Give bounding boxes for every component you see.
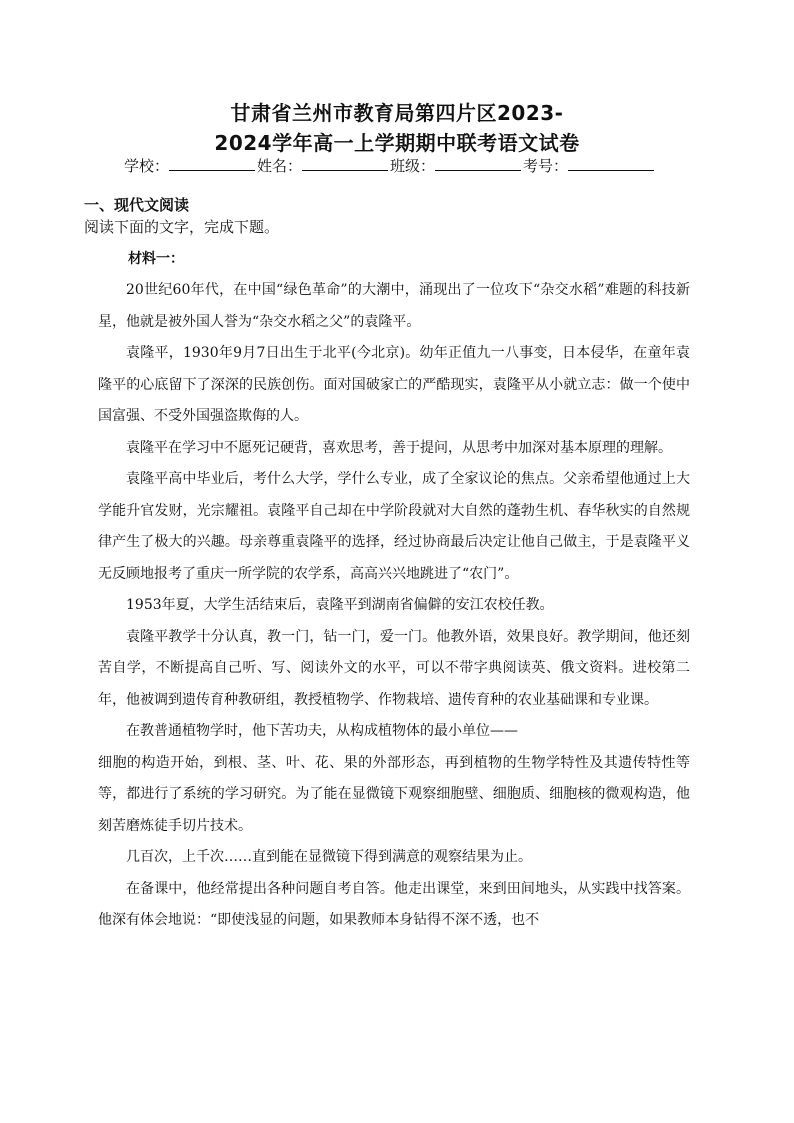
exam-title-line-1: 甘肃省兰州市教育局第四片区2023-: [230, 101, 564, 125]
paragraph: 1953年夏，大学生活结束后，袁隆平到湖南省偏僻的安江农校任教。: [126, 597, 554, 613]
school-label: 学校：: [124, 157, 170, 175]
passage-body: [98, 275, 690, 937]
name-label: 姓名：: [257, 157, 303, 175]
paragraph: 细胞的构造开始，到根、茎、叶、花、果的外部形态，再到植物的生物学特性及其遗传特性等等，都进行了系统的学习研究。为了能在显微镜下观察细胞壁、细胞质、细胞核的微观构造，他刻苦磨炼徒手切片技术。: [98, 754, 690, 834]
exam-title-line-2: 2024学年高一上学期期中联考语文试卷: [214, 131, 580, 155]
paragraph: 在备课中，他经常提出各种问题自考自答。他走出课堂，来到田间地头，从实践中找答案。他深有体会地说：“即使浅显的问题，如果教师本身钻得不深不透，也不: [98, 880, 690, 928]
exam-number-label: 考号：: [523, 157, 569, 175]
paragraph: 袁隆平高中毕业后，考什么大学，学什么专业，成了全家议论的焦点。父亲希望他通过上大学能升官发财，光宗耀祖。袁隆平自己却在中学阶段就对大自然的蓬勃生机、春华秋实的自然规律产生了极大的兴趣。母亲尊重袁隆平的选择，经过协商最后决定让他自己做主，于是袁隆平义无反顾地报考了重庆一所学院的农学系，高高兴兴地跳进了“农门”。: [98, 471, 690, 582]
section-heading: 一、现代文阅读: [84, 196, 190, 214]
reading-instruction: 阅读下面的文字，完成下题。: [84, 218, 280, 236]
exam-number-blank: [568, 154, 654, 171]
paragraph: 袁隆平，1930年9月7日出生于北平(今北京)。幼年正值九一八事变，日本侵华，在童年袁隆平的心底留下了深深的民族创伤。面对国破家亡的严酷现实，袁隆平从小就立志：做一个使中国富强、不受外国强盗欺侮的人。: [98, 345, 690, 424]
class-blank: [435, 154, 521, 171]
paragraph: 在教普通植物学时，他下苦功夫，从构成植物体的最小单位——: [126, 723, 518, 739]
student-info-row: [124, 154, 684, 176]
name-blank: [302, 154, 388, 171]
paragraph: 袁隆平在学习中不愿死记硬背，喜欢思考，善于提问，从思考中加深对基本原理的理解。: [126, 439, 672, 456]
paragraph: 几百次，上千次……直到能在显微镜下得到满意的观察结果为止。: [126, 849, 532, 865]
material-label: 材料一：: [128, 251, 184, 267]
paragraph: 20世纪60年代，在中国“绿色革命”的大潮中，涌现出了一位攻下“杂交水稻”难题的科技新星，他就是被外国人誉为“杂交水稻之父”的袁隆平。: [98, 282, 690, 330]
school-blank: [169, 154, 255, 171]
paragraph: 袁隆平教学十分认真，教一门，钻一门，爱一门。他教外语，效果良好。教学期间，他还刻苦自学，不断提高自己听、写、阅读外文的水平，可以不带字典阅读英、俄文资料。进校第二年，他被调到遗传育种教研组，教授植物学、作物栽培、遗传育种的农业基础课和专业课。: [98, 628, 690, 708]
class-label: 班级：: [390, 157, 436, 175]
